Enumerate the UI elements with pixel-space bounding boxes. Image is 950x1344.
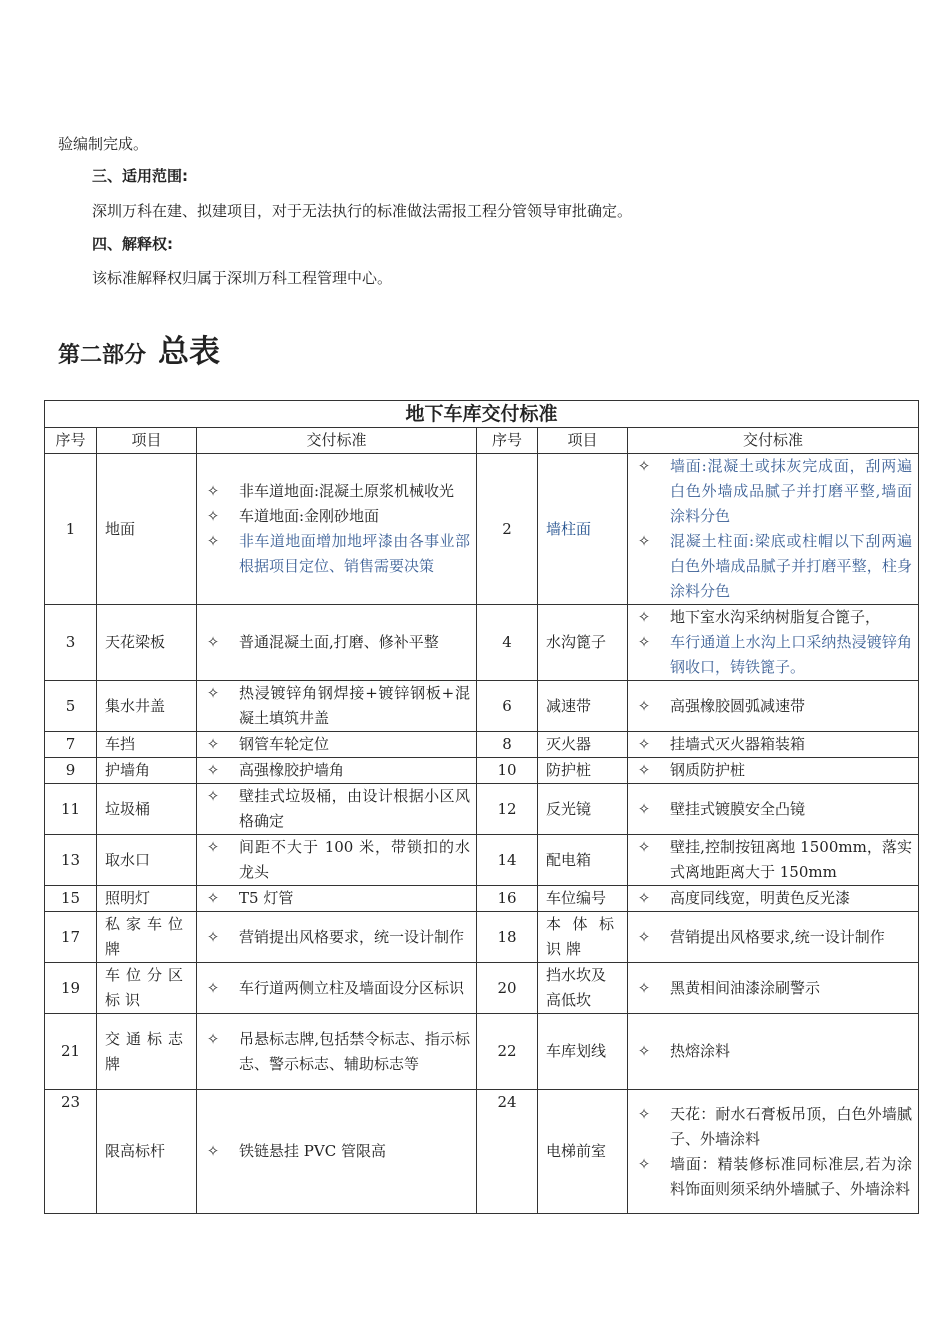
- row-number: 1: [45, 454, 97, 605]
- row-standard: [628, 732, 919, 758]
- standard-item: [628, 1039, 912, 1064]
- row-item: 集水井盖: [97, 681, 197, 732]
- table-row: [45, 454, 919, 605]
- standard-list: [197, 1027, 470, 1077]
- row-item: 车位编号: [538, 886, 628, 912]
- bullet-icon: ✧: [206, 482, 220, 500]
- bullet-icon: ✧: [206, 787, 220, 805]
- standard-item: [628, 732, 912, 757]
- standard-text: 壁挂,控制按钮离地 1500mm，落实式离地距离大于 150mm: [670, 838, 913, 881]
- rights-text: 该标准解释权归属于深圳万科工程管理中心。: [92, 269, 393, 287]
- row-standard: [628, 1014, 919, 1090]
- bullet-icon: ✧: [637, 696, 651, 715]
- heading-rights: 四、解释权:: [92, 235, 173, 253]
- row-number: 2: [477, 454, 538, 605]
- row-item: 交通标志牌: [97, 1014, 197, 1090]
- standard-item: [628, 925, 912, 950]
- standard-item: [197, 835, 470, 885]
- row-number: 20: [477, 963, 538, 1014]
- bullet-icon: ✧: [637, 633, 651, 651]
- row-number: 15: [45, 886, 97, 912]
- standard-list: [197, 835, 470, 885]
- standard-list: [628, 1102, 912, 1202]
- bullet-icon: ✧: [637, 1042, 651, 1060]
- row-number: 11: [45, 784, 97, 835]
- table-row: [45, 963, 919, 1014]
- row-number: 9: [45, 758, 97, 784]
- bullet-icon: ✧: [206, 889, 220, 907]
- bullet-icon: ✧: [206, 532, 220, 550]
- standard-text: 墙面：精装修标准同标准层,若为涂料饰面则须采纳外墙腻子、外墙涂料: [670, 1154, 913, 1198]
- row-standard: [197, 605, 477, 681]
- standard-text: 钢管车轮定位: [239, 735, 330, 753]
- row-number: 24: [477, 1090, 538, 1214]
- bullet-icon: ✧: [637, 1104, 651, 1123]
- row-item: 挡水坎及高低坎: [538, 963, 628, 1014]
- row-item: 电梯前室: [538, 1090, 628, 1214]
- bullet-icon: ✧: [206, 927, 220, 946]
- standard-list: [628, 454, 912, 604]
- bullet-icon: ✧: [206, 761, 220, 779]
- standard-text: 吊悬标志牌,包括禁令标志、指示标志、警示标志、辅助标志等: [239, 1029, 470, 1073]
- row-standard: [197, 963, 477, 1014]
- standard-text: 车行道两侧立柱及墙面设分区标识: [239, 978, 465, 997]
- standard-list: [197, 479, 470, 579]
- bullet-icon: ✧: [637, 608, 651, 626]
- standard-item: [197, 529, 470, 579]
- bullet-icon: ✧: [637, 799, 651, 818]
- row-item: 取水口: [97, 835, 197, 886]
- row-standard: [197, 835, 477, 886]
- standard-list: [197, 925, 470, 950]
- standard-item: [197, 732, 470, 757]
- standard-list: [628, 886, 912, 911]
- standard-list: [197, 1139, 470, 1164]
- standard-list: [197, 976, 470, 1001]
- bullet-icon: ✧: [637, 889, 651, 907]
- standard-list: [628, 732, 912, 757]
- standard-item: [628, 694, 912, 719]
- intro-line: 验编制完成。: [58, 135, 149, 153]
- standard-item: [628, 1102, 912, 1152]
- table-row: [45, 912, 919, 963]
- standard-item: [197, 681, 470, 731]
- row-item: 防护桩: [538, 758, 628, 784]
- row-item: 垃圾桶: [97, 784, 197, 835]
- row-item: 车位分区标识: [97, 963, 197, 1014]
- bullet-icon: ✧: [206, 838, 220, 856]
- row-standard: [628, 1090, 919, 1214]
- table-row: [45, 1014, 919, 1090]
- bullet-icon: ✧: [206, 507, 220, 525]
- part-heading: 总表: [158, 334, 221, 370]
- bullet-icon: ✧: [206, 735, 220, 753]
- row-number: 21: [45, 1014, 97, 1090]
- standard-list: [628, 835, 912, 885]
- table-header-row: [45, 428, 919, 454]
- standard-text: 车道地面:金刚砂地面: [239, 507, 380, 525]
- standard-item: [628, 835, 912, 885]
- header-item: 项目: [538, 428, 628, 454]
- delivery-standards-table: [44, 400, 919, 1214]
- standard-list: [197, 784, 470, 834]
- standard-item: [197, 630, 470, 655]
- row-item: 天花梁板: [97, 605, 197, 681]
- row-standard: [628, 681, 919, 732]
- bullet-icon: ✧: [206, 978, 220, 997]
- standard-item: [628, 758, 912, 783]
- standard-item: [628, 886, 912, 911]
- table-row: [45, 1090, 919, 1214]
- row-standard: [628, 886, 919, 912]
- standard-item: [628, 797, 912, 822]
- standard-list: [197, 758, 470, 783]
- standard-text: 营销提出风格要求，统一设计制作: [239, 927, 465, 946]
- standard-text: 黑黄相间油漆涂刷警示: [670, 978, 821, 997]
- heading-scope: 三、适用范围:: [92, 167, 188, 185]
- row-standard: [197, 886, 477, 912]
- row-standard: [628, 454, 919, 605]
- bullet-icon: ✧: [637, 838, 651, 856]
- standard-list: [628, 605, 912, 680]
- standard-list: [628, 976, 912, 1001]
- standard-item: [628, 1152, 912, 1202]
- row-item: 地面: [97, 454, 197, 605]
- standard-text: 混凝土柱面:梁底或柱帽以下刮两遍白色外墙成品腻子并打磨平整，柱身涂料分色: [670, 532, 913, 600]
- standard-item: [197, 1027, 470, 1077]
- standard-item: [197, 976, 470, 1001]
- standard-text: 高度同线宽，明黄色反光漆: [670, 889, 851, 907]
- table-row: [45, 732, 919, 758]
- row-standard: [628, 835, 919, 886]
- standard-list: [197, 732, 470, 757]
- bullet-icon: ✧: [637, 1154, 651, 1173]
- row-item: 墙柱面: [538, 454, 628, 605]
- bullet-icon: ✧: [637, 927, 651, 946]
- bullet-icon: ✧: [637, 735, 651, 753]
- row-item: 配电箱: [538, 835, 628, 886]
- row-item: 车库划线: [538, 1014, 628, 1090]
- standard-item: [197, 886, 470, 911]
- standard-text: 铁链悬挂 PVC 管限高: [239, 1142, 386, 1160]
- standard-text: 钢质防护桩: [670, 761, 746, 779]
- standard-list: [628, 694, 912, 719]
- header-standard: 交付标准: [197, 428, 477, 454]
- bullet-icon: ✧: [637, 532, 651, 550]
- table-row: [45, 681, 919, 732]
- row-item: 水沟篦子: [538, 605, 628, 681]
- standard-text: 壁挂式垃圾桶，由设计根据小区风格确定: [239, 787, 470, 830]
- part-title: [58, 326, 220, 371]
- row-number: 5: [45, 681, 97, 732]
- standard-item: [628, 605, 912, 630]
- part-label: 第二部分: [58, 343, 147, 368]
- standard-text: 热熔涂料: [670, 1042, 731, 1060]
- standard-text: 高强橡胶护墙角: [239, 761, 345, 779]
- scope-text: 深圳万科在建、拟建项目，对于无法执行的标准做法需报工程分管领导审批确定。: [92, 202, 633, 220]
- standard-list: [197, 630, 470, 655]
- row-number: 7: [45, 732, 97, 758]
- standard-text: 车行通道上水沟上口采纳热浸镀锌角钢收口，铸铁篦子。: [670, 633, 913, 676]
- header-standard: 交付标准: [628, 428, 919, 454]
- standard-text: 热浸镀锌角钢焊接+镀锌钢板+混凝土填筑井盖: [239, 684, 470, 727]
- row-standard: [197, 732, 477, 758]
- bullet-icon: ✧: [637, 457, 651, 475]
- table-row: [45, 605, 919, 681]
- row-standard: [628, 963, 919, 1014]
- standard-text: 高强橡胶圆弧减速带: [670, 696, 806, 715]
- row-number: 22: [477, 1014, 538, 1090]
- standard-text: 地下室水沟采纳树脂复合篦子，: [670, 608, 881, 626]
- row-item: 限高标杆: [97, 1090, 197, 1214]
- row-item: 本体标识牌: [538, 912, 628, 963]
- row-standard: [197, 758, 477, 784]
- row-number: 4: [477, 605, 538, 681]
- table-caption: 地下车库交付标准: [45, 401, 919, 428]
- row-item: 照明灯: [97, 886, 197, 912]
- standard-list: [628, 797, 912, 822]
- row-standard: [628, 912, 919, 963]
- row-item: 减速带: [538, 681, 628, 732]
- standard-list: [628, 758, 912, 783]
- standard-text: 营销提出风格要求,统一设计制作: [670, 927, 885, 946]
- standard-item: [197, 758, 470, 783]
- row-standard: [197, 1014, 477, 1090]
- row-item: 护墙角: [97, 758, 197, 784]
- standard-text: T5 灯管: [239, 889, 294, 907]
- row-number: 14: [477, 835, 538, 886]
- row-number: 3: [45, 605, 97, 681]
- header-no: 序号: [477, 428, 538, 454]
- bullet-icon: ✧: [637, 761, 651, 779]
- table-row: [45, 784, 919, 835]
- row-item: 车挡: [97, 732, 197, 758]
- table-row: [45, 886, 919, 912]
- standard-item: [197, 479, 470, 504]
- row-number: 23: [45, 1090, 97, 1214]
- standard-text: 间距不大于 100 米，带锁扣的水龙头: [239, 838, 470, 881]
- standard-text: 墙面:混凝土或抹灰完成面，刮两遍白色外墙成品腻子并打磨平整,墙面涂料分色: [670, 457, 913, 525]
- row-number: 16: [477, 886, 538, 912]
- standard-text: 壁挂式镀膜安全凸镜: [670, 799, 806, 818]
- row-number: 18: [477, 912, 538, 963]
- row-number: 19: [45, 963, 97, 1014]
- standard-item: [628, 529, 912, 604]
- row-number: 8: [477, 732, 538, 758]
- row-number: 10: [477, 758, 538, 784]
- header-item: 项目: [97, 428, 197, 454]
- row-number: 13: [45, 835, 97, 886]
- standard-list: [628, 1039, 912, 1064]
- standard-item: [197, 1139, 470, 1164]
- row-standard: [197, 1090, 477, 1214]
- row-number: 6: [477, 681, 538, 732]
- row-standard: [628, 758, 919, 784]
- row-number: 17: [45, 912, 97, 963]
- standard-list: [197, 886, 470, 911]
- bullet-icon: ✧: [206, 633, 220, 651]
- row-standard: [628, 605, 919, 681]
- standard-item: [628, 976, 912, 1001]
- row-item: 私家车位牌: [97, 912, 197, 963]
- row-standard: [197, 681, 477, 732]
- standard-item: [628, 630, 912, 680]
- row-item: 灭火器: [538, 732, 628, 758]
- standard-item: [197, 925, 470, 950]
- standard-text: 挂墙式灭火器箱装箱: [670, 735, 806, 753]
- row-standard: [197, 454, 477, 605]
- standard-item: [628, 454, 912, 529]
- standard-item: [197, 784, 470, 834]
- bullet-icon: ✧: [206, 1142, 220, 1160]
- standard-list: [628, 925, 912, 950]
- bullet-icon: ✧: [637, 978, 651, 997]
- standard-text: 天花：耐水石膏板吊顶，白色外墙腻子、外墙涂料: [670, 1104, 913, 1148]
- standard-item: [197, 504, 470, 529]
- header-no: 序号: [45, 428, 97, 454]
- row-number: 12: [477, 784, 538, 835]
- standard-text: 非车道地面:混凝土原浆机械收光: [239, 482, 455, 500]
- standard-list: [197, 681, 470, 731]
- table-row: [45, 758, 919, 784]
- standard-text: 非车道地面增加地坪漆由各事业部根据项目定位、销售需要决策: [239, 532, 470, 575]
- standard-text: 普通混凝土面,打磨、修补平整: [239, 633, 439, 651]
- bullet-icon: ✧: [206, 1029, 220, 1048]
- row-standard: [197, 784, 477, 835]
- table-row: [45, 835, 919, 886]
- row-standard: [197, 912, 477, 963]
- bullet-icon: ✧: [206, 684, 220, 702]
- row-standard: [628, 784, 919, 835]
- row-item: 反光镜: [538, 784, 628, 835]
